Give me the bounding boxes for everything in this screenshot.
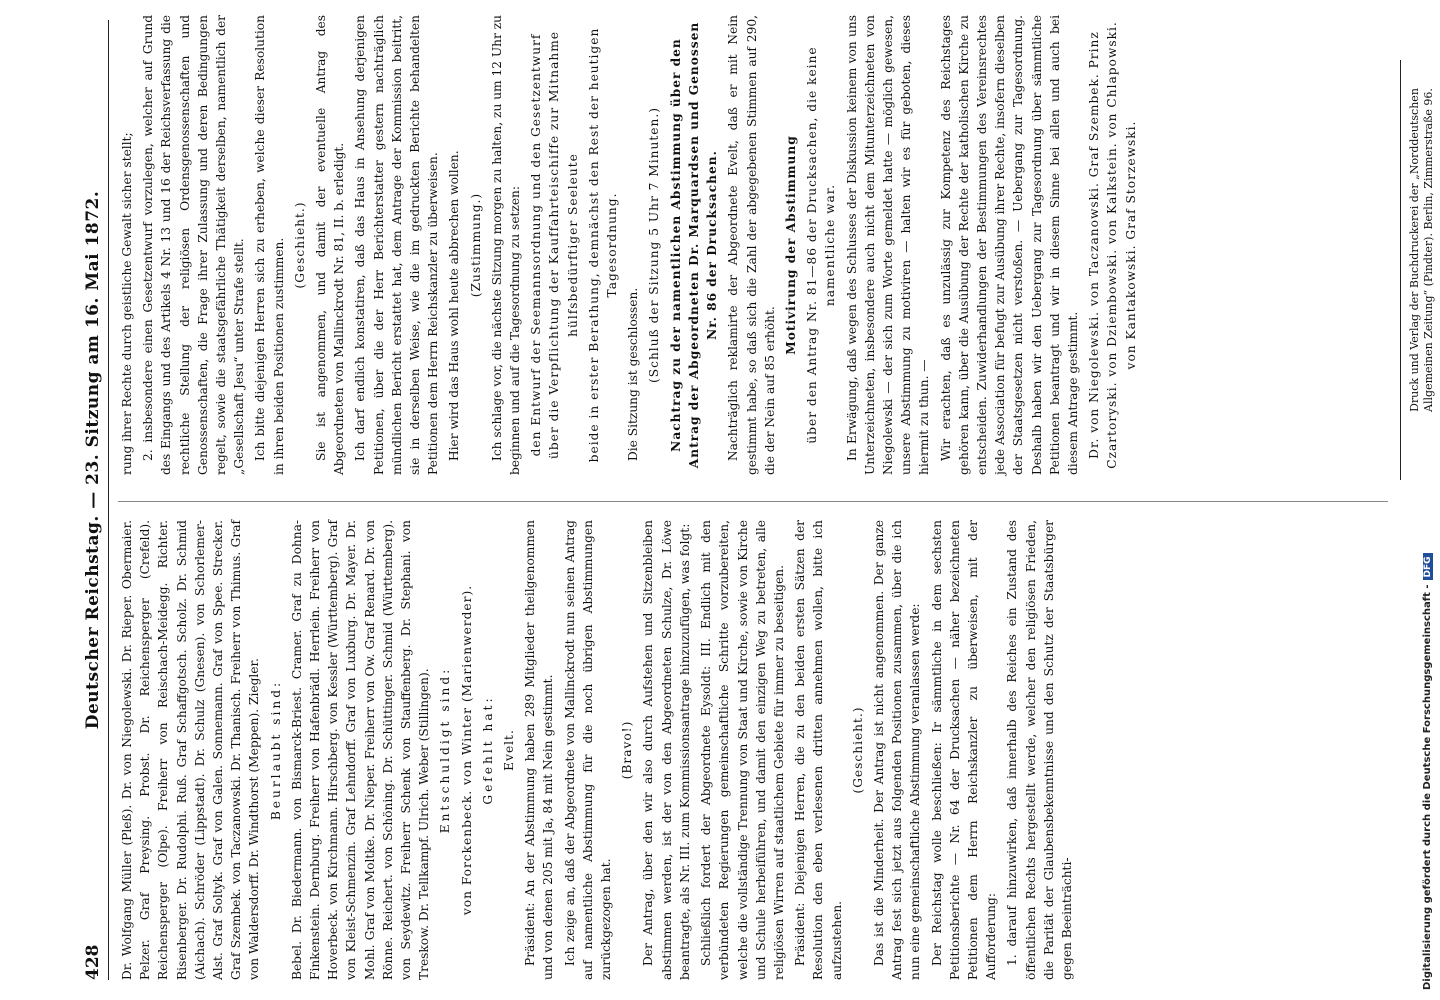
digitization-stamp-text <box>1422 553 1433 990</box>
paragraph-session-end: (Schluß der Sitzung 5 Uhr 7 Minuten.) <box>647 107 662 383</box>
paragraph-we-consider: Wir erachten, daß es unzulässig zur Kompetenz des Reichstages gehören kann, über die Ausübung der Rechte der katholischen Kirche zu entscheiden. Zuwiderhandlungen der Bestimmungen des Vereinsrechtes jede Association für befugt zur Ausübung ihrer Rechte, insofern dieselben der Staatsgesetzen nicht verstoßen. — Uebergang zur Tagesordnung. Deshalb haben wir den Uebergang zur Tagesordnung über sämmtliche Petitionen beantragt und wir in diesem Sinne bei allen und auch bei diesem Antrage gestimmt. <box>938 15 1080 475</box>
paragraph-agreement: (Zustimmung.) <box>468 192 483 298</box>
paragraph-agenda-items: den Entwurf der Seemannsordnung und den Gesetzentwurf über die Verpflichtung der Kauffahrteischiffe zur Mitnahme hülfsbedürftiger Seeleute <box>529 31 580 459</box>
paragraph-signatories: Dr. von Niegolewski. von Taczanowski. Graf Szembek. Prinz Czartoryski. von Dziembowski. von Kalkstein. von Chlapowski. von Kantakowski. Graf Storzewski. <box>1087 21 1138 469</box>
running-title: Deutscher Reichstag. — 23. Sitzung am 16. Mai 1872. <box>83 190 103 730</box>
paragraph-withdrawal: Ich zeige an, daß der Abgeordnete von Mallinckrodt nun seinen Antrag auf namentliche Abstimmung für die noch übrigen Abstimmungen zurückgezogen hat. <box>562 520 614 980</box>
paragraph-absent-members: Dr. Wolfgang Müller (Pleß). Dr. von Niegolewski. Dr. Rieper. Obermaier. Pelzer. Graf Preysing. Probst. Dr. Reichensperger (Crefeld). Reichensperger (Olpe). Freiherr von Reischach-Meidegg. Richter. Risenberger. Dr. Rudolphi. Ruß. Graf Schaffgotsch. Scholz. Dr. Schmid (Aichach). Schröder (Lippstadt). Dr. Schulz (Gnesen). von Schorlemer-Alst. Graf Soltyk. Graf von Galen. Sonnemann. Graf von Spee. Strecker. Graf Szembek. von Taczanowski. Dr. Thanisch. Freiherr von Thimus. Graf von Waldersdorff. Dr. Windthorst (Meppen). Ziegler. <box>120 520 262 980</box>
paragraph-motivation-sub: über den Antrag Nr. 81—86 der Drucksachen, die keine namentliche war. <box>805 46 838 444</box>
heading-on-leave: Beurlaubt sind: <box>268 679 283 821</box>
paragraph-resolution: Der Reichstag wolle beschließen: Ir sämmtliche in dem sechsten Petitionsberichte — Nr. 64 der Drucksachen — näher bezeichneten Petitionen dem Herrn Reichskanzler zu überweisen, mit der Aufforderung: <box>929 520 999 980</box>
right-column <box>118 15 1143 475</box>
rotated-page <box>60 0 1440 1000</box>
paragraph-point-one: 1. darauf hinzuwirken, daß innerhalb des Reiches ein Zustand des öffentlichen Rechts hergestellt werde, welcher den religiösen Frieden, die Parität der Glaubensbekenntnisse und den Schutz der Staatsbürger gegen Beeinträchti- <box>1005 520 1074 980</box>
paragraph-continuation: rung ihrer Rechte durch geistliche Gewalt sicher stellt; <box>120 132 134 475</box>
paragraph-closed: Die Sitzung ist geschlossen. <box>626 287 641 461</box>
running-header <box>78 20 109 980</box>
heading-missing: Gefehlt hat: <box>480 695 495 805</box>
paragraph-on-leave-members: Bebel. Dr. Biedermann. von Bismarck-Briest. Cramer. Graf zu Dohna-Finkenstein. Dernburg. Freiherr von Hafenbrädl. Herrlein. Freiherr von Hoverbeck. von Kirchmann. Hirschberg. von Kessler (Württemberg). Graf von Kleist-Schmenzin. Graf Lehndorff. Graf von Luxburg. Dr. Mayer. Dr. Mohl. Graf von Moltke. Dr. Nieper. Freiherr von Ow. Graf Renard. Dr. von Rönne. Reichert. von Schöning. Dr. Schüttinger. Schmid (Württemberg). von Seydewitz. Freiherr Schenk von Stauffenberg. Dr. Stephani. von Treskow. Dr. Tellkampf. Ulrich. Weber (Stillingen). <box>289 520 432 980</box>
heading-motivation: Motivirung der Abstimmung <box>783 135 798 355</box>
paragraph-accepted: Sie ist angenommen, und damit der eventuelle Antrag des Abgeordneten von Mallinckrodt Nr. 81, II. b. erledigt. <box>314 15 347 475</box>
imprint-rule <box>1400 60 1401 480</box>
paragraph-addendum: Nachträglich reklamirte der Abgeordnete Evelt, daß er mit Nein gestimmt habe, so daß sich die Zahl der abgegebenen Stimmen auf 290, die der Nein auf 85 erhöht. <box>726 15 777 475</box>
paragraph-happens: (Geschieht.) <box>850 706 865 794</box>
heading-excused: Entschuldigt sind: <box>438 666 453 834</box>
paragraph-excused-members: von Forckenbeck. von Winter (Marienwerder). <box>459 584 474 916</box>
paragraph-adjourn: Hier wird das Haus wohl heute abbrechen wollen. <box>447 150 462 461</box>
dfg-badge: DFG <box>1423 553 1433 580</box>
paragraph-request-rise: Ich bitte diejenigen Herren sich zu erheben, welche dieser Resolution in ihren beiden Positionen zustimmen. <box>253 15 286 475</box>
paragraph-agenda-rest: beide in erster Berathung, demnächst den Rest der heutigen Tagesordnung. <box>586 27 620 463</box>
page-number: 428 <box>83 944 103 980</box>
paragraph-missing-member: Evelt. <box>502 729 517 771</box>
paragraph-eysoldt-motion: Schließlich fordert der Abgeordnete Eysoldt: III. Endlich mit den verbündeten Regierungen gemeinschaftliche Schritte vorzubereiten, welche die vollständige Trennung von Staat und Kirche, sowie von Kirche und Schule herbeiführen, und damit den einzigen Weg zu betreten, alle religiösen Wirren auf staatlichem Gebiete für immer zu beseitigen. <box>699 520 786 980</box>
paragraph-petitions: Ich darf endlich konstatiren, daß das Haus in Ansehung derjenigen Petitionen, über die der Herr Berichterstatter gestern nachträglich mündlichen Bericht erstattet hat, dem Antrage der Kommission beitritt, sie in derselben Weise, wie die im gedruckten Berichte behandelten Petitionen dem Herrn Reichskanzler zu überweisen. <box>353 15 441 475</box>
paragraph-consideration: In Erwägung, daß wegen des Schlusses der Diskussion keinem von uns Unterzeichneten, insbesondere auch nicht dem Mitunterzeichneten von Niegolewski — der sich zum Worte gemeldet hatte — möglich gewesen, unsere Abstimmung zu motiviren — halten wir es für geboten, dieses hiermit zu thun. — <box>844 15 932 475</box>
imprint: Druck und Verlag der Buchdruckerei der „Norddeutschen Allgemeinen Zeitung“ (Pindter). Berlin, Zimmerstraße 96. <box>1408 88 1435 412</box>
paragraph-bravo: (Bravo!) <box>620 720 635 780</box>
heading-addendum: Nachtrag zu der namentlichen Abstimmung über den Antrag der Abgeordneten Dr. Marquardsen und Genossen Nr. 86 der Drucksachen. <box>668 21 720 469</box>
paragraph-happens-2: (Geschieht.) <box>292 201 307 289</box>
paragraph-motion-vote: Der Antrag, über den wir also durch Aufstehen und Sitzenbleiben abstimmen werden, ist der von den Abgeordneten Schulze, Dr. Löwe beantragte, als Nr. III. zum Kommissionsantrage hinzuzufügen, was folgt: <box>641 520 692 980</box>
stamp-label: Digitalisierung gefördert durch die Deutsche Forschungsgemeinschaft - <box>1422 584 1433 990</box>
paragraph-minority: Das ist die Minderheit. Der Antrag ist nicht angenommen. Der ganze Antrag fest sich jetzt aus folgenden Positionen zusammen, über die ich nun eine gemeinschaftliche Abstimmung veranlassen werde: <box>871 520 923 980</box>
paragraph-point-two: 2. insbesondere einen Gesetzentwurf vorzulegen, welcher auf Grund des Eingangs und des Artikels 4 Nr. 13 und 16 der Reichsverfassung die rechtliche Stellung der religiösen Ordensgenossenschaften und Genossenschaften, die Frage ihrer Zulassung und deren Bedingungen regelt, sowie die staatsgefährliche Thätigkeit derselben, namentlich der „Gesellschaft Jesu“ unter Strafe stellt. <box>141 15 247 475</box>
paragraph-next-session: Ich schlage vor, die nächste Sitzung morgen zu halten, zu um 12 Uhr zu beginnen und auf die Tagesordnung zu setzen: <box>489 15 523 475</box>
column-divider <box>118 501 1388 502</box>
digitization-stamp <box>1408 0 1433 1000</box>
left-column <box>118 520 1079 980</box>
paragraph-president-result: Präsident: An der Abstimmung haben 289 Mitglieder theilgenommen und von denen 205 mit Ja, 84 mit Nein gestimmt. <box>523 520 556 980</box>
paragraph-president-standing: Präsident: Diejenigen Herren, die zu den beiden ersten Sätzen der Resolution den eben verlesenen dritten annehmen wollen, bitte ich aufzustehen. <box>793 520 844 980</box>
